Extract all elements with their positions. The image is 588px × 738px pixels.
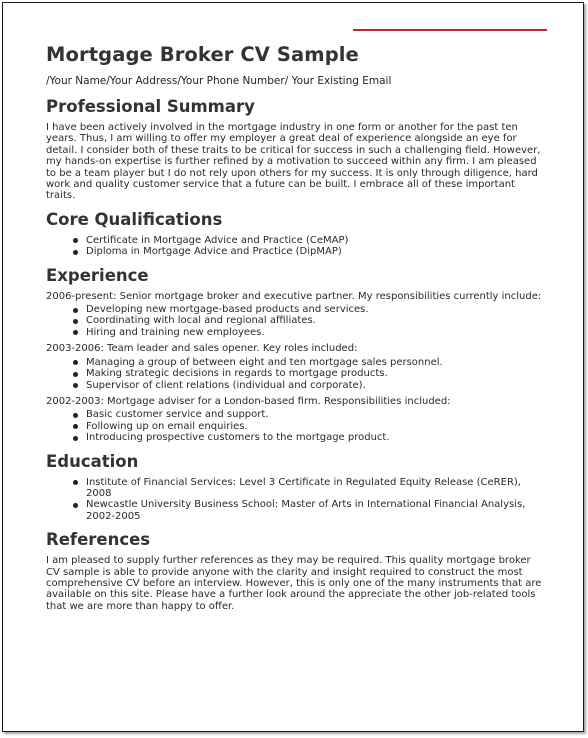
list-item: Managing a group of between eight and ten mortgage sales personnel. (46, 357, 546, 368)
job-responsibilities-list (46, 357, 546, 391)
education-heading: Education (46, 451, 139, 471)
job-responsibilities-list (46, 304, 546, 338)
list-item: Basic customer service and support. (46, 409, 546, 420)
summary-heading: Professional Summary (46, 97, 255, 116)
education-section (46, 452, 546, 523)
job-description: 2002-2003: Mortgage adviser for a London-based firm. Responsibilities included: (46, 395, 451, 407)
cv-title: Mortgage Broker CV Sample (46, 43, 359, 66)
list-item: Hiring and training new employees. (46, 327, 546, 338)
experience-heading: Experience (46, 265, 149, 285)
list-item: Coordinating with local and regional affiliates. (46, 315, 546, 326)
list-item: Developing new mortgage-based products and services. (46, 304, 546, 315)
list-item: Diploma in Mortgage Advice and Practice (DipMAP) (46, 246, 546, 257)
education-list (46, 477, 546, 523)
list-item: Institute of Financial Services: Level 3 Certificate in Regulated Equity Release (CeRER), 2008 (46, 477, 546, 500)
list-item: Newcastle University Business School: Master of Arts in International Financial Analysis, 2002-2005 (46, 499, 546, 522)
core-qualifications-section (46, 210, 546, 258)
list-item: Following up on email enquiries. (46, 421, 546, 432)
job-responsibilities-list (46, 409, 546, 443)
job-description: 2006-present: Senior mortgage broker and executive partner. My responsibilities currently include: (46, 290, 542, 302)
list-item: Certificate in Mortgage Advice and Practice (CeMAP) (46, 235, 546, 246)
list-item: Making strategic decisions in regards to mortgage products. (46, 368, 546, 379)
references-section (46, 530, 546, 612)
references-heading: References (46, 530, 151, 550)
cv-page (2, 2, 584, 732)
qualifications-list (46, 235, 546, 258)
cv-content (46, 97, 546, 620)
references-text: I am pleased to supply further references as they may be required. This quality mortgage broker CV sample is able to provide anyone with the clarity and insight required to construct the most comprehensive CV before an interview. However, this is only one of the many instruments that are available on this site. Please have a further look around the appreciate the other job-related tools that we are more than happy to offer. (46, 555, 542, 612)
professional-summary-section (46, 97, 546, 202)
experience-section (46, 266, 546, 444)
title-accent-rule (353, 29, 547, 31)
job-description: 2003-2006: Team leader and sales opener. Key roles included: (46, 343, 358, 355)
list-item: Supervisor of client relations (individual and corporate). (46, 380, 546, 391)
contact-line: /Your Name/Your Address/Your Phone Number/ Your Existing Email (46, 75, 392, 87)
qualifications-heading: Core Qualifications (46, 209, 223, 229)
summary-text: I have been actively involved in the mortgage industry in one form or another for the past ten years. Thus, I am willing to offer my employer a great deal of experience alongside an eye for detail. I consider both of these traits to be critical for success in such a challenging field. However, my hands-on expertise is further refined by a motivation to succeed within any firm. I am pleased to be a team player but I do not rely upon others for my success. It is only through diligence, hard work and quality customer service that a future can be built. I embrace all of these important traits. (46, 122, 541, 202)
list-item: Introducing prospective customers to the mortgage product. (46, 432, 546, 443)
